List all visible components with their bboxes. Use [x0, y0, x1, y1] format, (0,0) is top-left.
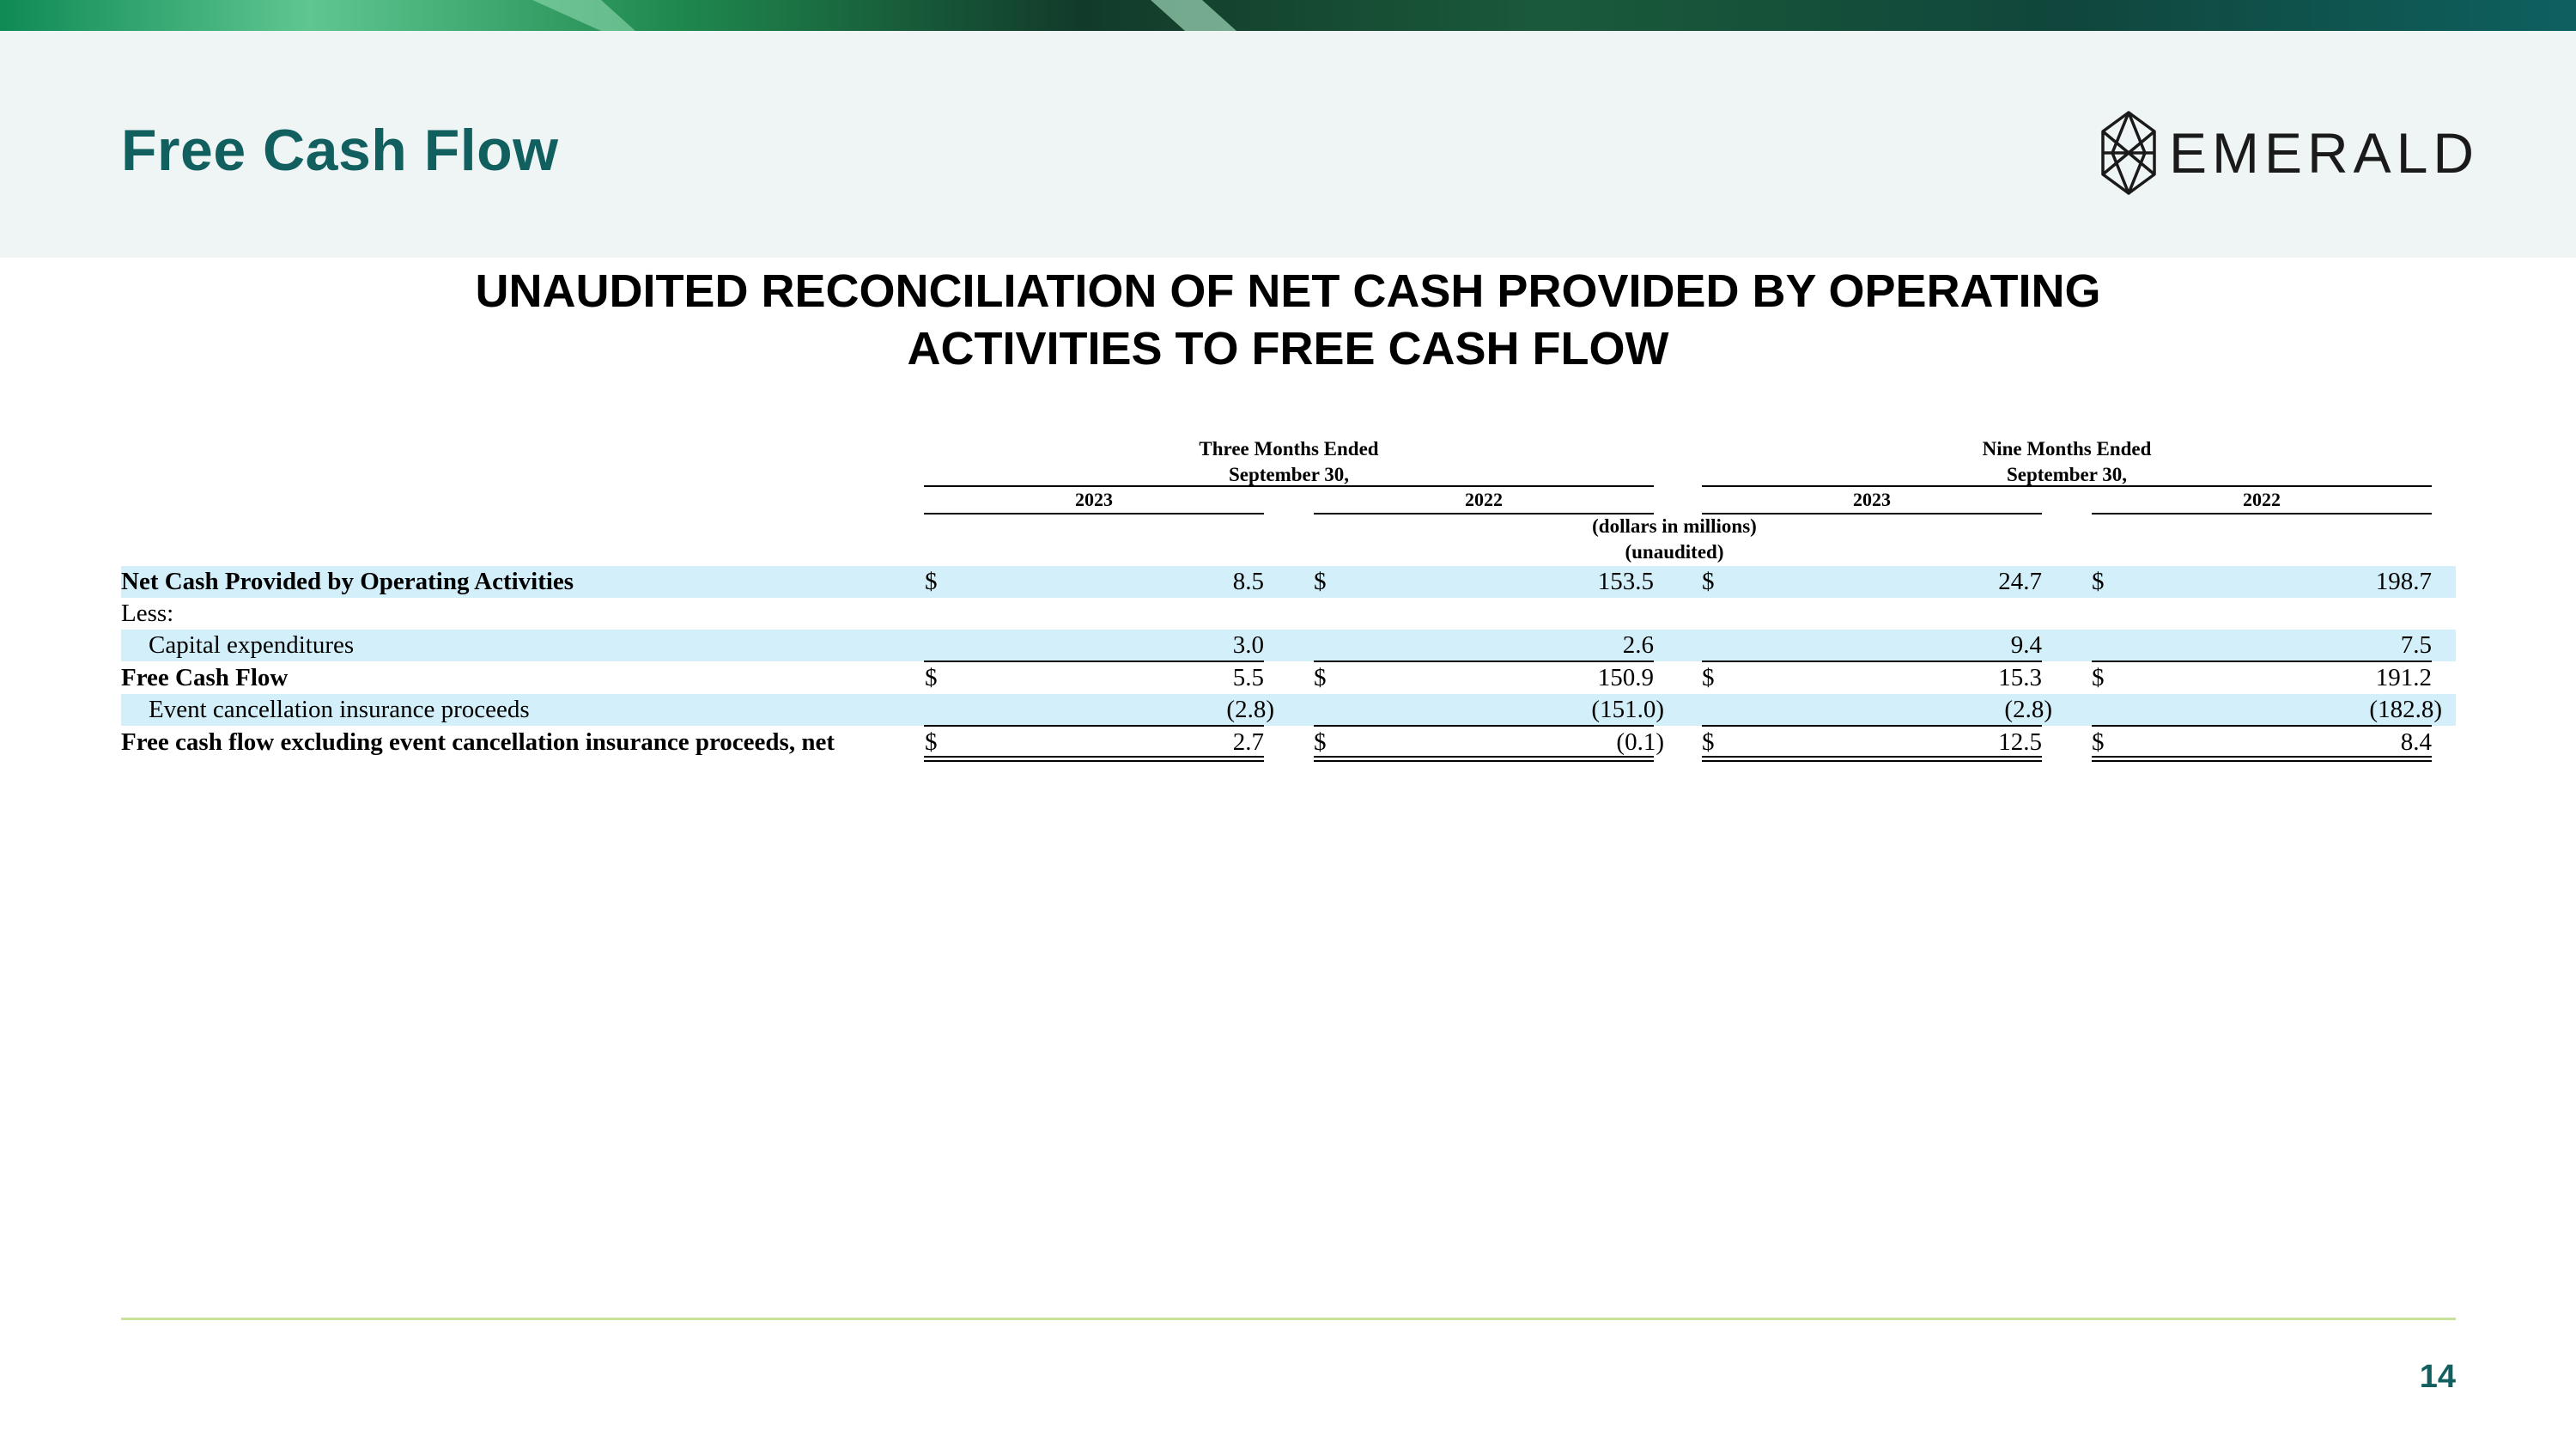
cell-value: 12.5 — [1998, 728, 2042, 756]
units-note-line-2: (unaudited) — [1625, 541, 1724, 563]
cell-value: 5.5 — [1232, 664, 1264, 691]
cell-value: 3.0 — [1232, 631, 1264, 659]
total-double-rule — [924, 756, 1264, 762]
report-title-line-2: ACTIVITIES TO FREE CASH FLOW — [907, 323, 1669, 374]
cell-value: 150.9 — [1597, 664, 1654, 691]
cell-value: (182.8) — [2369, 696, 2442, 723]
row-label: Free Cash Flow — [121, 664, 289, 691]
cell-value: 7.5 — [2400, 631, 2432, 659]
cell-value: 153.5 — [1597, 568, 1654, 595]
table-row-capital-expenditures — [121, 630, 2456, 661]
cell-value: (2.8) — [2004, 696, 2052, 723]
cell-value: 2.7 — [1232, 728, 1264, 756]
cell-value: (2.8) — [1226, 696, 1274, 723]
row-label: Free cash flow excluding event cancellation insurance proceeds, net — [121, 728, 835, 756]
top-decorative-band — [0, 0, 2576, 31]
table-row-event-cancellation — [121, 694, 2456, 726]
row-label: Net Cash Provided by Operating Activities — [121, 568, 574, 595]
year-header: 2022 — [2243, 489, 2281, 510]
cell-value: 191.2 — [2375, 664, 2432, 691]
year-header: 2023 — [1075, 489, 1113, 510]
cell-value: 24.7 — [1998, 568, 2042, 595]
year-header: 2023 — [1853, 489, 1891, 510]
units-note — [1460, 514, 1889, 565]
dollar-sign: $ — [2092, 728, 2105, 756]
report-title-line-1: UNAUDITED RECONCILIATION OF NET CASH PROVIDED BY OPERATING — [475, 265, 2101, 317]
cell-value: 8.4 — [2400, 728, 2432, 756]
dollar-sign: $ — [1314, 664, 1327, 691]
table-row-less — [121, 598, 2456, 630]
group-header-line-2: September 30, — [1228, 464, 1350, 485]
logo-wordmark: EMERALD — [2169, 121, 2480, 185]
group-header-nine-months — [1702, 436, 2432, 488]
emerald-logo-icon — [2100, 110, 2157, 196]
cell-value: 2.6 — [1622, 631, 1654, 659]
group-header-line-1: Nine Months Ended — [1982, 438, 2152, 460]
table-row-net-cash — [121, 566, 2456, 598]
cell-value: 198.7 — [2375, 568, 2432, 595]
cell-value: 15.3 — [1998, 664, 2042, 691]
row-label: Capital expenditures — [149, 631, 355, 659]
page-number: 14 — [2419, 1359, 2456, 1395]
cell-value: (151.0) — [1591, 696, 1664, 723]
dollar-sign: $ — [1702, 664, 1715, 691]
row-label: Event cancellation insurance proceeds — [149, 696, 530, 723]
year-rule — [2092, 513, 2432, 514]
page-title: Free Cash Flow — [121, 118, 559, 183]
group-header-line-1: Three Months Ended — [1199, 438, 1379, 460]
total-double-rule — [2092, 756, 2432, 762]
dollar-sign: $ — [1314, 728, 1327, 756]
dollar-sign: $ — [2092, 664, 2105, 691]
year-rule — [924, 513, 1264, 514]
emerald-logo — [2100, 110, 2479, 196]
dollar-sign: $ — [1702, 728, 1715, 756]
table-row-free-cash-flow — [121, 662, 2456, 694]
cell-value: (0.1) — [1616, 728, 1664, 756]
cell-value: 9.4 — [2010, 631, 2042, 659]
year-header: 2022 — [1465, 489, 1503, 510]
group-header-line-2: September 30, — [2006, 464, 2128, 485]
table-row-fcf-excluding-insurance — [121, 727, 2456, 758]
units-note-line-1: (dollars in millions) — [1592, 515, 1757, 537]
total-double-rule — [1702, 756, 2042, 762]
total-double-rule — [1314, 756, 1654, 762]
cell-value: 8.5 — [1232, 568, 1264, 595]
footer-rule — [121, 1318, 2456, 1320]
dollar-sign: $ — [2092, 568, 2105, 595]
row-label: Less: — [121, 600, 174, 627]
dollar-sign: $ — [1702, 568, 1715, 595]
dollar-sign: $ — [925, 568, 938, 595]
group-header-three-months — [924, 436, 1654, 488]
dollar-sign: $ — [1314, 568, 1327, 595]
report-title — [258, 263, 2318, 378]
dollar-sign: $ — [925, 664, 938, 691]
dollar-sign: $ — [925, 728, 938, 756]
